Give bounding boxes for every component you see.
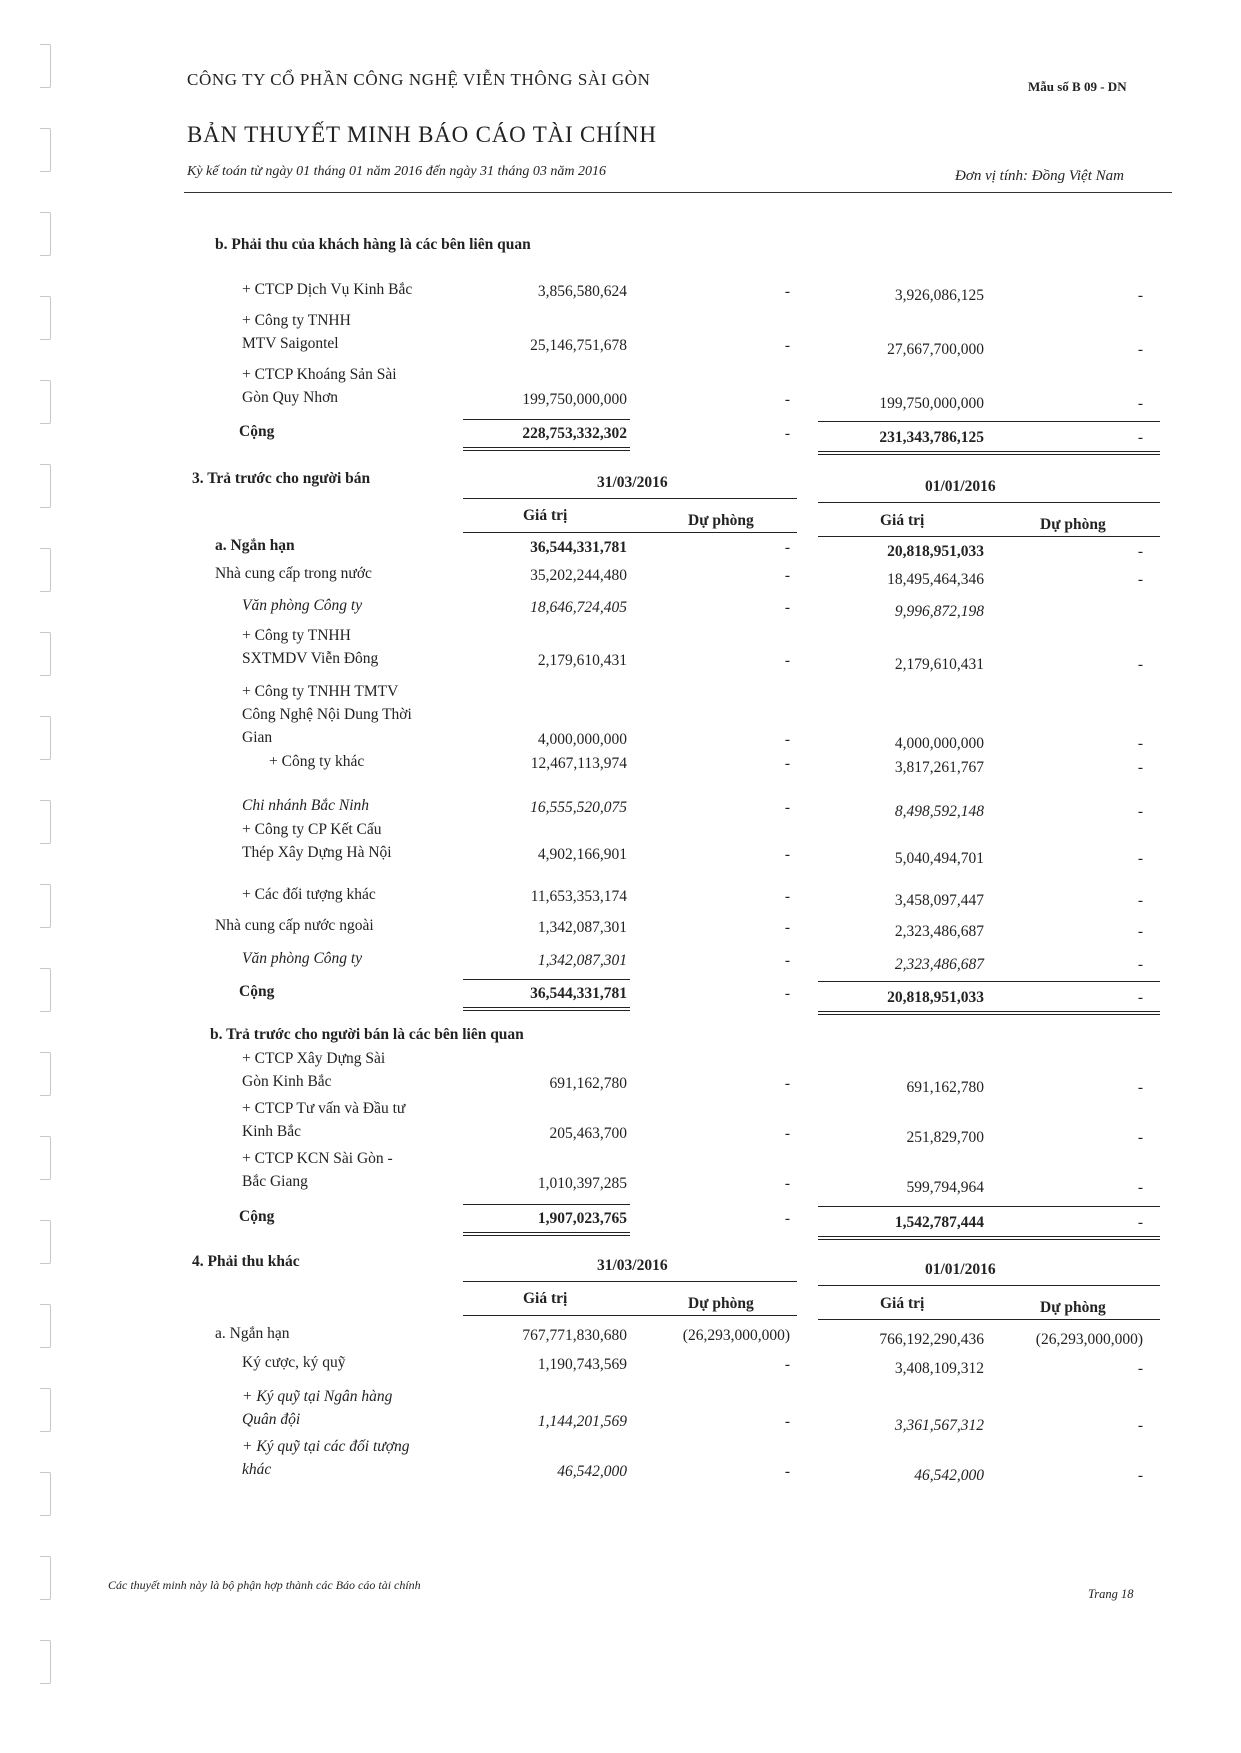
provision-opening: - (1137, 759, 1143, 776)
row-label: Bắc Giang (242, 1173, 308, 1190)
value-current: 767,771,830,680 (522, 1327, 627, 1344)
value-opening: 2,179,610,431 (894, 656, 984, 673)
value-current: 3,856,580,624 (537, 283, 627, 300)
provision-opening: (26,293,000,000) (1035, 1331, 1143, 1348)
value-current: 12,467,113,974 (530, 755, 627, 772)
row-label: a. Ngắn hạn (215, 537, 295, 554)
binder-hole (40, 548, 51, 592)
column-group-rule (818, 502, 1160, 503)
total-provision-current: - (784, 425, 790, 442)
row-label: + CTCP KCN Sài Gòn - (242, 1150, 393, 1167)
binder-hole (40, 968, 51, 1012)
reporting-period: Kỳ kế toán từ ngày 01 tháng 01 năm 2016 đến ngày 31 tháng 03 năm 2016 (187, 164, 607, 179)
row-label: + Công ty TNHH TMTV (242, 683, 399, 700)
section-heading: b. Phải thu của khách hàng là các bên liên quan (215, 236, 531, 253)
value-current: 11,653,353,174 (530, 888, 627, 905)
row-label: + CTCP Xây Dựng Sài (242, 1050, 386, 1067)
value-opening: 2,323,486,687 (894, 923, 984, 940)
column-group-rule (463, 1281, 797, 1282)
provision-current: - (784, 1125, 790, 1142)
subtotal-rule (818, 981, 1160, 982)
provision-opening: - (1137, 287, 1143, 304)
total-provision-opening: - (1137, 1214, 1143, 1231)
col-provision-current: Dự phòng (688, 512, 754, 529)
header-divider (184, 192, 1172, 193)
date-current: 31/03/2016 (597, 474, 668, 491)
subtotal-rule (463, 979, 630, 980)
row-label: + Công ty CP Kết Cấu (242, 821, 382, 838)
row-label: khác (242, 1461, 272, 1478)
provision-opening: - (1137, 735, 1143, 752)
value-current: 46,542,000 (557, 1463, 627, 1480)
provision-opening: - (1137, 1179, 1143, 1196)
binder-hole (40, 716, 51, 760)
column-header-rule (463, 532, 797, 533)
value-current: 25,146,751,678 (530, 337, 627, 354)
subtotal-rule (818, 421, 1160, 422)
total-opening: 1,542,787,444 (894, 1214, 984, 1231)
row-label: + Ký quỹ tại Ngân hàng (242, 1388, 393, 1405)
binder-hole (40, 1388, 51, 1432)
value-opening: 3,458,097,447 (894, 892, 984, 909)
value-opening: 599,794,964 (906, 1179, 984, 1196)
provision-opening: - (1137, 1079, 1143, 1096)
page-number: Trang 18 (1088, 1587, 1134, 1601)
value-opening: 18,495,464,346 (887, 571, 984, 588)
total-opening: 20,818,951,033 (887, 989, 984, 1006)
currency-unit: Đơn vị tính: Đồng Việt Nam (955, 168, 1124, 184)
provision-opening: - (1137, 923, 1143, 940)
document-title: BẢN THUYẾT MINH BÁO CÁO TÀI CHÍNH (187, 122, 657, 147)
binder-hole (40, 296, 51, 340)
row-label: + CTCP Dịch Vụ Kinh Bắc (242, 281, 413, 298)
value-current: 1,342,087,301 (537, 952, 627, 969)
section-heading: 3. Trả trước cho người bán (192, 470, 371, 487)
value-opening: 8,498,592,148 (894, 803, 984, 820)
binder-hole (40, 128, 51, 172)
binder-hole (40, 380, 51, 424)
total-provision-opening: - (1137, 989, 1143, 1006)
provision-current: - (784, 283, 790, 300)
provision-current: - (784, 539, 790, 556)
row-label: Nhà cung cấp trong nước (215, 565, 372, 582)
col-value-opening: Giá trị (880, 1295, 925, 1312)
value-current: 4,000,000,000 (537, 731, 627, 748)
provision-opening: - (1137, 1467, 1143, 1484)
total-current: 36,544,331,781 (530, 985, 627, 1002)
row-label: + CTCP Tư vấn và Đầu tư (242, 1100, 406, 1117)
provision-current: - (784, 599, 790, 616)
row-label: Quân đội (242, 1411, 301, 1428)
row-label: Văn phòng Công ty (242, 950, 363, 967)
row-label: Công Nghệ Nội Dung Thời (242, 706, 412, 723)
subtotal-rule (463, 419, 630, 420)
total-label: Cộng (239, 423, 275, 440)
provision-current: - (784, 1175, 790, 1192)
provision-current: - (784, 337, 790, 354)
row-label: Nhà cung cấp nước ngoài (215, 917, 374, 934)
total-current: 228,753,332,302 (522, 425, 627, 442)
provision-opening: - (1137, 1417, 1143, 1434)
binder-hole (40, 1052, 51, 1096)
footer-note: Các thuyết minh này là bộ phận hợp thành các Báo cáo tài chính (108, 1578, 421, 1592)
total-double-rule (463, 1007, 630, 1011)
provision-current: - (784, 1413, 790, 1430)
total-label: Cộng (239, 1208, 275, 1225)
row-label: Thép Xây Dựng Hà Nội (242, 844, 392, 861)
provision-opening: - (1137, 956, 1143, 973)
provision-current: - (784, 919, 790, 936)
column-header-rule (818, 536, 1160, 537)
provision-opening: - (1137, 1129, 1143, 1146)
value-opening: 4,000,000,000 (894, 735, 984, 752)
total-opening: 231,343,786,125 (879, 429, 984, 446)
row-label: + Các đối tượng khác (242, 886, 376, 903)
row-label: Gian (242, 729, 273, 746)
provision-opening: - (1137, 850, 1143, 867)
provision-opening: - (1137, 341, 1143, 358)
binder-hole (40, 464, 51, 508)
binder-hole (40, 1472, 51, 1516)
total-provision-opening: - (1137, 429, 1143, 446)
row-label: Gòn Kinh Bắc (242, 1073, 332, 1090)
row-label: Văn phòng Công ty (242, 597, 363, 614)
total-provision-current: - (784, 985, 790, 1002)
col-value-current: Giá trị (523, 507, 568, 524)
provision-current: - (784, 1075, 790, 1092)
provision-current: - (784, 1356, 790, 1373)
section-heading: b. Trả trước cho người bán là các bên liên quan (210, 1026, 524, 1043)
value-current: 691,162,780 (549, 1075, 627, 1092)
col-provision-opening: Dự phòng (1040, 516, 1106, 533)
value-current: 1,190,743,569 (537, 1356, 627, 1373)
value-opening: 251,829,700 (906, 1129, 984, 1146)
binder-hole (40, 212, 51, 256)
date-current: 31/03/2016 (597, 1257, 668, 1274)
value-opening: 766,192,290,436 (879, 1331, 984, 1348)
value-opening: 3,926,086,125 (894, 287, 984, 304)
provision-opening: - (1137, 803, 1143, 820)
value-opening: 20,818,951,033 (887, 543, 984, 560)
value-current: 1,144,201,569 (537, 1413, 627, 1430)
subtotal-rule (463, 1204, 630, 1205)
row-label: a. Ngắn hạn (215, 1325, 290, 1342)
row-label: + CTCP Khoáng Sản Sài (242, 366, 397, 383)
col-value-opening: Giá trị (880, 512, 925, 529)
value-opening: 3,361,567,312 (894, 1417, 984, 1434)
value-current: 199,750,000,000 (522, 391, 627, 408)
value-current: 2,179,610,431 (537, 652, 627, 669)
provision-current: - (784, 888, 790, 905)
total-label: Cộng (239, 983, 275, 1000)
col-provision-opening: Dự phòng (1040, 1299, 1106, 1316)
provision-current: (26,293,000,000) (682, 1327, 790, 1344)
provision-current: - (784, 799, 790, 816)
total-double-rule (463, 1232, 630, 1236)
total-double-rule (818, 451, 1160, 455)
value-opening: 691,162,780 (906, 1079, 984, 1096)
provision-current: - (784, 731, 790, 748)
provision-current: - (784, 1463, 790, 1480)
provision-opening: - (1137, 892, 1143, 909)
date-opening: 01/01/2016 (925, 478, 996, 495)
total-double-rule (463, 447, 630, 451)
col-provision-current: Dự phòng (688, 1295, 754, 1312)
subtotal-rule (818, 1206, 1160, 1207)
value-current: 205,463,700 (549, 1125, 627, 1142)
date-opening: 01/01/2016 (925, 1261, 996, 1278)
binder-hole (40, 800, 51, 844)
value-opening: 199,750,000,000 (879, 395, 984, 412)
row-label: Kinh Bắc (242, 1123, 301, 1140)
binder-hole (40, 1220, 51, 1264)
row-label: + Công ty TNHH (242, 627, 351, 644)
provision-current: - (784, 652, 790, 669)
row-label: Chi nhánh Bắc Ninh (242, 797, 370, 814)
row-label: + Ký quỹ tại các đối tượng (242, 1438, 410, 1455)
provision-current: - (784, 952, 790, 969)
value-current: 16,555,520,075 (530, 799, 627, 816)
column-header-rule (818, 1319, 1160, 1320)
binder-hole (40, 44, 51, 88)
provision-opening: - (1137, 571, 1143, 588)
provision-current: - (784, 391, 790, 408)
binder-hole (40, 1640, 51, 1684)
binder-hole (40, 632, 51, 676)
value-opening: 2,323,486,687 (894, 956, 984, 973)
row-label: SXTMDV Viễn Đông (242, 650, 379, 667)
value-opening: 27,667,700,000 (887, 341, 984, 358)
binder-hole (40, 1304, 51, 1348)
column-group-rule (463, 498, 797, 499)
value-current: 1,342,087,301 (537, 919, 627, 936)
total-double-rule (818, 1011, 1160, 1015)
provision-current: - (784, 567, 790, 584)
column-header-rule (463, 1315, 797, 1316)
total-current: 1,907,023,765 (537, 1210, 627, 1227)
row-label: + Công ty TNHH (242, 312, 351, 329)
total-provision-current: - (784, 1210, 790, 1227)
provision-opening: - (1137, 656, 1143, 673)
row-label: Gòn Quy Nhơn (242, 389, 339, 406)
value-opening: 5,040,494,701 (894, 850, 984, 867)
company-name: CÔNG TY CỔ PHẦN CÔNG NGHỆ VIỄN THÔNG SÀI GÒN (187, 70, 651, 89)
provision-opening: - (1137, 395, 1143, 412)
provision-opening: - (1137, 1360, 1143, 1377)
provision-current: - (784, 755, 790, 772)
form-number: Mẫu số B 09 - DN (1028, 79, 1127, 94)
binder-hole (40, 1136, 51, 1180)
value-opening: 3,817,261,767 (894, 759, 984, 776)
value-opening: 9,996,872,198 (894, 603, 984, 620)
value-current: 36,544,331,781 (530, 539, 627, 556)
provision-current: - (784, 846, 790, 863)
value-current: 4,902,166,901 (537, 846, 627, 863)
row-label: Ký cược, ký quỹ (242, 1354, 346, 1371)
total-double-rule (818, 1236, 1160, 1240)
column-group-rule (818, 1285, 1160, 1286)
value-opening: 46,542,000 (914, 1467, 984, 1484)
value-current: 1,010,397,285 (537, 1175, 627, 1192)
binder-hole (40, 1556, 51, 1600)
value-current: 18,646,724,405 (530, 599, 627, 616)
section-heading: 4. Phải thu khác (192, 1253, 300, 1270)
binder-hole (40, 884, 51, 928)
row-label: + Công ty khác (269, 753, 365, 770)
value-opening: 3,408,109,312 (894, 1360, 984, 1377)
row-label: MTV Saigontel (242, 335, 339, 352)
col-value-current: Giá trị (523, 1290, 568, 1307)
provision-opening: - (1137, 543, 1143, 560)
value-current: 35,202,244,480 (530, 567, 627, 584)
